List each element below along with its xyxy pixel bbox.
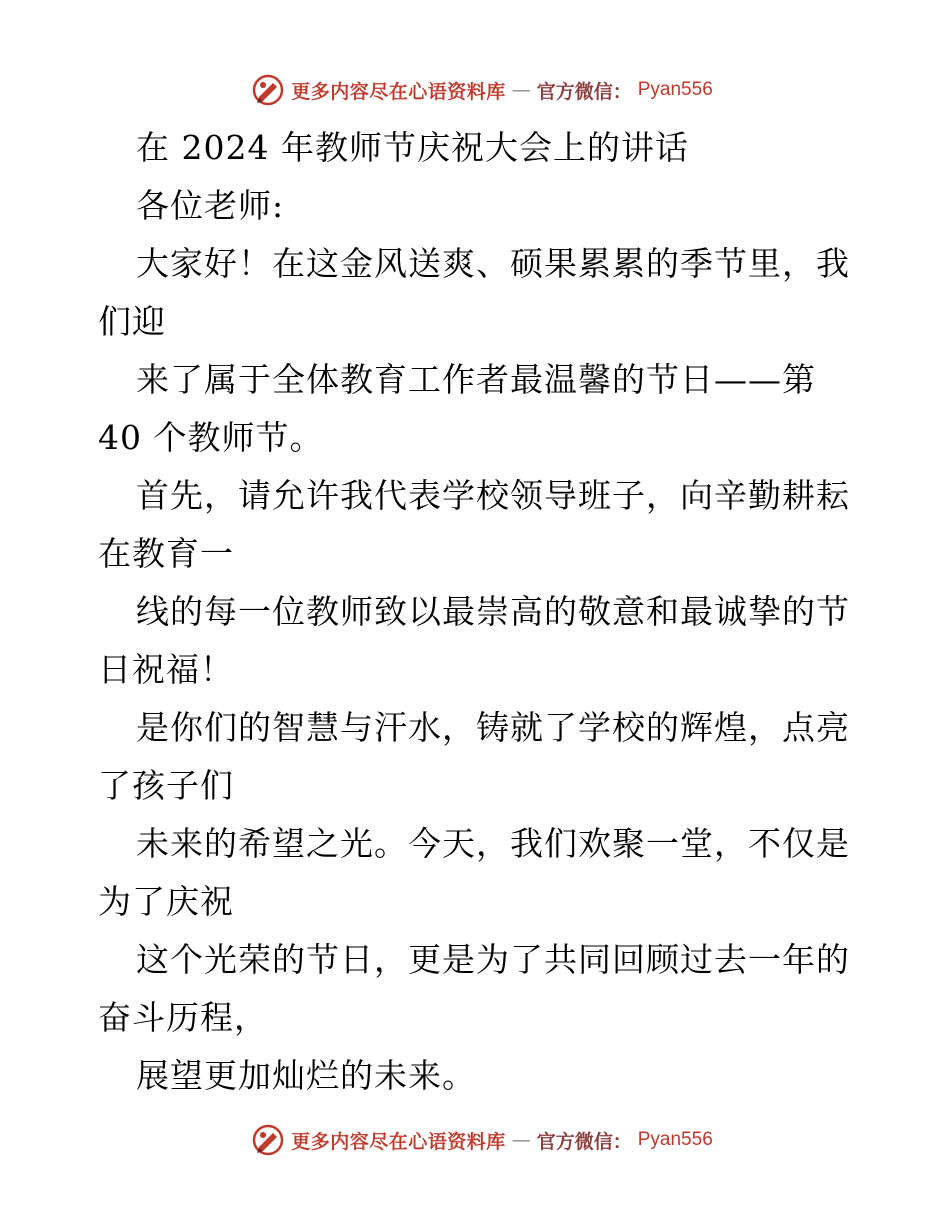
header-banner <box>0 70 950 110</box>
paragraph-line: 来了属于全体教育工作者最温馨的节日——第 <box>136 360 816 399</box>
site-name-text: 更多内容尽在心语资料库 <box>291 1130 506 1153</box>
paragraph-line: 在教育一 <box>98 534 234 573</box>
wechat-id: Pyan556 <box>637 79 713 100</box>
paragraph-line: 这个光荣的节日，更是为了共同回顾过去一年的 <box>136 940 850 979</box>
paragraph-line: 为了庆祝 <box>98 882 234 921</box>
paragraph-line: 大家好！在这金风送爽、硕果累累的季节里，我 <box>136 244 850 283</box>
pen-logo-icon <box>251 1123 285 1157</box>
salutation: 各位老师: <box>136 186 285 225</box>
paragraph-line: 未来的希望之光。今天，我们欢聚一堂，不仅是 <box>136 824 850 863</box>
footer-banner-content <box>251 1123 713 1157</box>
paragraph-line: 了孩子们 <box>98 766 234 805</box>
paragraph-line: 首先，请允许我代表学校领导班子，向辛勤耕耘 <box>136 476 850 515</box>
paragraph-line: 们迎 <box>98 302 166 341</box>
wechat-label: 官方微信： <box>536 1130 632 1153</box>
paragraph-line: 40 个教师节。 <box>98 418 324 457</box>
paragraph-line: 奋斗历程， <box>98 998 268 1037</box>
pen-logo-icon <box>251 73 285 107</box>
site-name-text: 更多内容尽在心语资料库 <box>291 80 506 103</box>
paragraph-line: 展望更加灿烂的未来。 <box>136 1056 476 1095</box>
header-banner-content <box>251 73 713 107</box>
document-title: 在 2024 年教师节庆祝大会上的讲话 <box>136 128 689 167</box>
banner-dash: — <box>511 1129 531 1151</box>
paragraph-line: 线的每一位教师致以最崇高的敬意和最诚挚的节 <box>136 592 850 631</box>
paragraph-line: 是你们的智慧与汗水，铸就了学校的辉煌，点亮 <box>136 708 850 747</box>
wechat-id: Pyan556 <box>637 1129 713 1150</box>
paragraph-line: 日祝福！ <box>98 650 234 689</box>
wechat-label: 官方微信： <box>536 80 632 103</box>
footer-banner <box>0 1120 950 1160</box>
banner-dash: — <box>511 79 531 101</box>
